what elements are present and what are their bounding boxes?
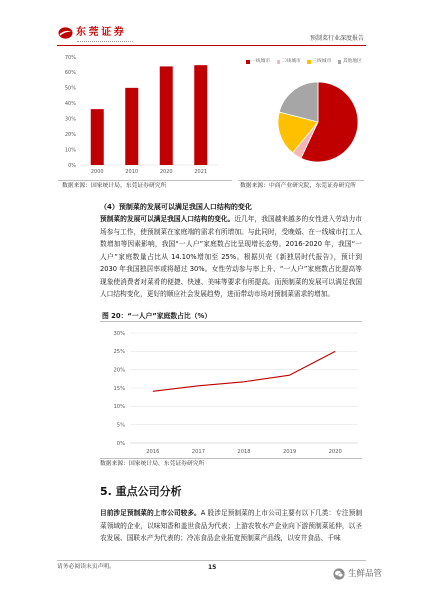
- legend-label: 其他地区: [342, 59, 362, 64]
- legend-swatch: [277, 60, 281, 64]
- legend-label: 三线城市: [312, 59, 332, 64]
- legend-swatch: [307, 60, 311, 64]
- section-4-body: 近几年，我国越来越多的女性进入劳动力市场参与工作，使预制菜在家庭端的需求有所增加。与此同时，受晚婚、在一线城市打工人数增加等因素影响，我国“一人户”家庭数占比呈现增长态势。2016-2020 年，我国“一人户”家庭数量占比从 14.10%增加至 25%。根据贝壳《新独居时代报告》，预计到 2030 年我国独居率或将超过 30%。女性劳动参与率上升、“一人户”家庭数占比提高等现象使消费者对菜肴的便捷、快速、美味等要求有所提高。而预制菜的发展可以满足我国人口结构变化，更好的顺应社会发展趋势，进而带动市场对预制菜需求的增加。: [100, 215, 362, 298]
- watermark-text: 生鲜品管: [348, 569, 383, 579]
- section-5-heading: 5. 重点公司分析: [100, 485, 182, 498]
- section-4-heading: （4）预制菜的发展可以满足我国人口结构的变化: [100, 203, 252, 211]
- x-tick-label: 2019: [282, 449, 297, 455]
- legend-label: 二线城市: [281, 59, 301, 64]
- y-tick-label: 30%: [64, 116, 76, 123]
- y-tick-label: 20%: [113, 367, 125, 374]
- report-title: 预制菜行业深度报告: [309, 35, 364, 42]
- y-tick-label: 0%: [68, 162, 76, 169]
- x-tick-label: 2016: [146, 449, 160, 455]
- legend-item: [338, 59, 362, 65]
- y-tick-label: 10%: [64, 147, 76, 154]
- x-tick-label: 2000: [90, 169, 104, 175]
- figure-bottom-rule: [100, 458, 362, 459]
- y-tick-label: 60%: [64, 70, 76, 77]
- series-line: [153, 351, 335, 391]
- legend-item: [307, 59, 331, 65]
- data-point: [152, 391, 153, 392]
- right-chart-source: 数据来源：中商产业研究院，东莞证券研究所: [240, 183, 356, 189]
- section-5-body: A 股涉足预制菜的上市公司主要有以下几类：专注预制菜领域的企业，以味知香和盖世食品为代表；上游农牧水产企业向下游预制菜延伸，以圣农发展、国联水产为代表的；冷冻食品企业拓宽预制菜产品线，以安井食品、千味: [100, 509, 363, 542]
- bar-chart: [56, 52, 234, 180]
- y-tick-label: 30%: [113, 330, 125, 337]
- legend-item: [277, 59, 301, 65]
- x-tick-label: 2021: [194, 169, 208, 175]
- figure-bottom-rule: [238, 180, 364, 181]
- figure-bottom-rule: [58, 180, 232, 181]
- logo-text: 东莞证券: [76, 27, 127, 38]
- logo-subtitle-bar: [77, 41, 133, 42]
- company-logo: [58, 26, 126, 40]
- y-tick-label: 70%: [64, 54, 76, 61]
- legend-label: 一线城市: [251, 59, 271, 64]
- y-tick-label: 25%: [113, 349, 125, 356]
- x-tick-label: 2017: [191, 449, 206, 455]
- section-5-paragraph: [100, 507, 362, 545]
- pie-chart: [270, 72, 366, 172]
- data-point: [335, 351, 336, 352]
- figure-20-source: 数据来源：国家统计局，东莞证券研究所: [100, 461, 205, 467]
- page-number: 15: [208, 564, 217, 571]
- y-tick-label: 50%: [64, 85, 76, 92]
- y-tick-label: 15%: [113, 385, 125, 392]
- legend-swatch: [246, 60, 250, 64]
- legend-item: [246, 59, 270, 65]
- data-point: [289, 375, 290, 376]
- y-tick-label: 0%: [116, 440, 125, 447]
- legend-swatch: [338, 60, 342, 64]
- y-tick-label: 5%: [116, 422, 125, 429]
- logo-emblem-icon: [58, 27, 73, 39]
- x-tick-label: 2018: [237, 449, 251, 455]
- line-chart: [100, 324, 362, 456]
- x-tick-label: 2010: [125, 169, 139, 175]
- y-tick-label: 20%: [64, 131, 76, 138]
- data-point: [243, 381, 244, 382]
- left-chart-source: 数据来源：国家统计局，东莞证券研究所: [62, 183, 167, 189]
- y-tick-label: 40%: [64, 101, 76, 108]
- bar: [194, 65, 207, 165]
- section-4-lead: 预制菜的发展可以满足我国人口结构的变化。: [100, 215, 235, 223]
- header-rule: [57, 45, 366, 46]
- wechat-icon: [333, 568, 345, 580]
- figure-caption-rule: [100, 321, 362, 322]
- x-tick-label: 2020: [159, 169, 173, 175]
- x-tick-label: 2020: [328, 449, 342, 455]
- data-point: [198, 385, 199, 386]
- figure-20-caption: 图 20：“一人户”家庭数占比（%）: [102, 312, 212, 320]
- footer-disclaimer: 请务必阅读末页声明。: [57, 564, 115, 570]
- bar: [91, 109, 104, 165]
- footer-rule: [57, 560, 366, 561]
- section-5-lead: 目前涉足预制菜的上市公司较多。: [100, 509, 201, 517]
- bar: [160, 66, 173, 165]
- bar: [125, 88, 138, 165]
- y-tick-label: 10%: [113, 404, 125, 411]
- pie-legend: [246, 59, 362, 65]
- section-4-paragraph: [100, 213, 362, 301]
- watermark: [333, 568, 382, 580]
